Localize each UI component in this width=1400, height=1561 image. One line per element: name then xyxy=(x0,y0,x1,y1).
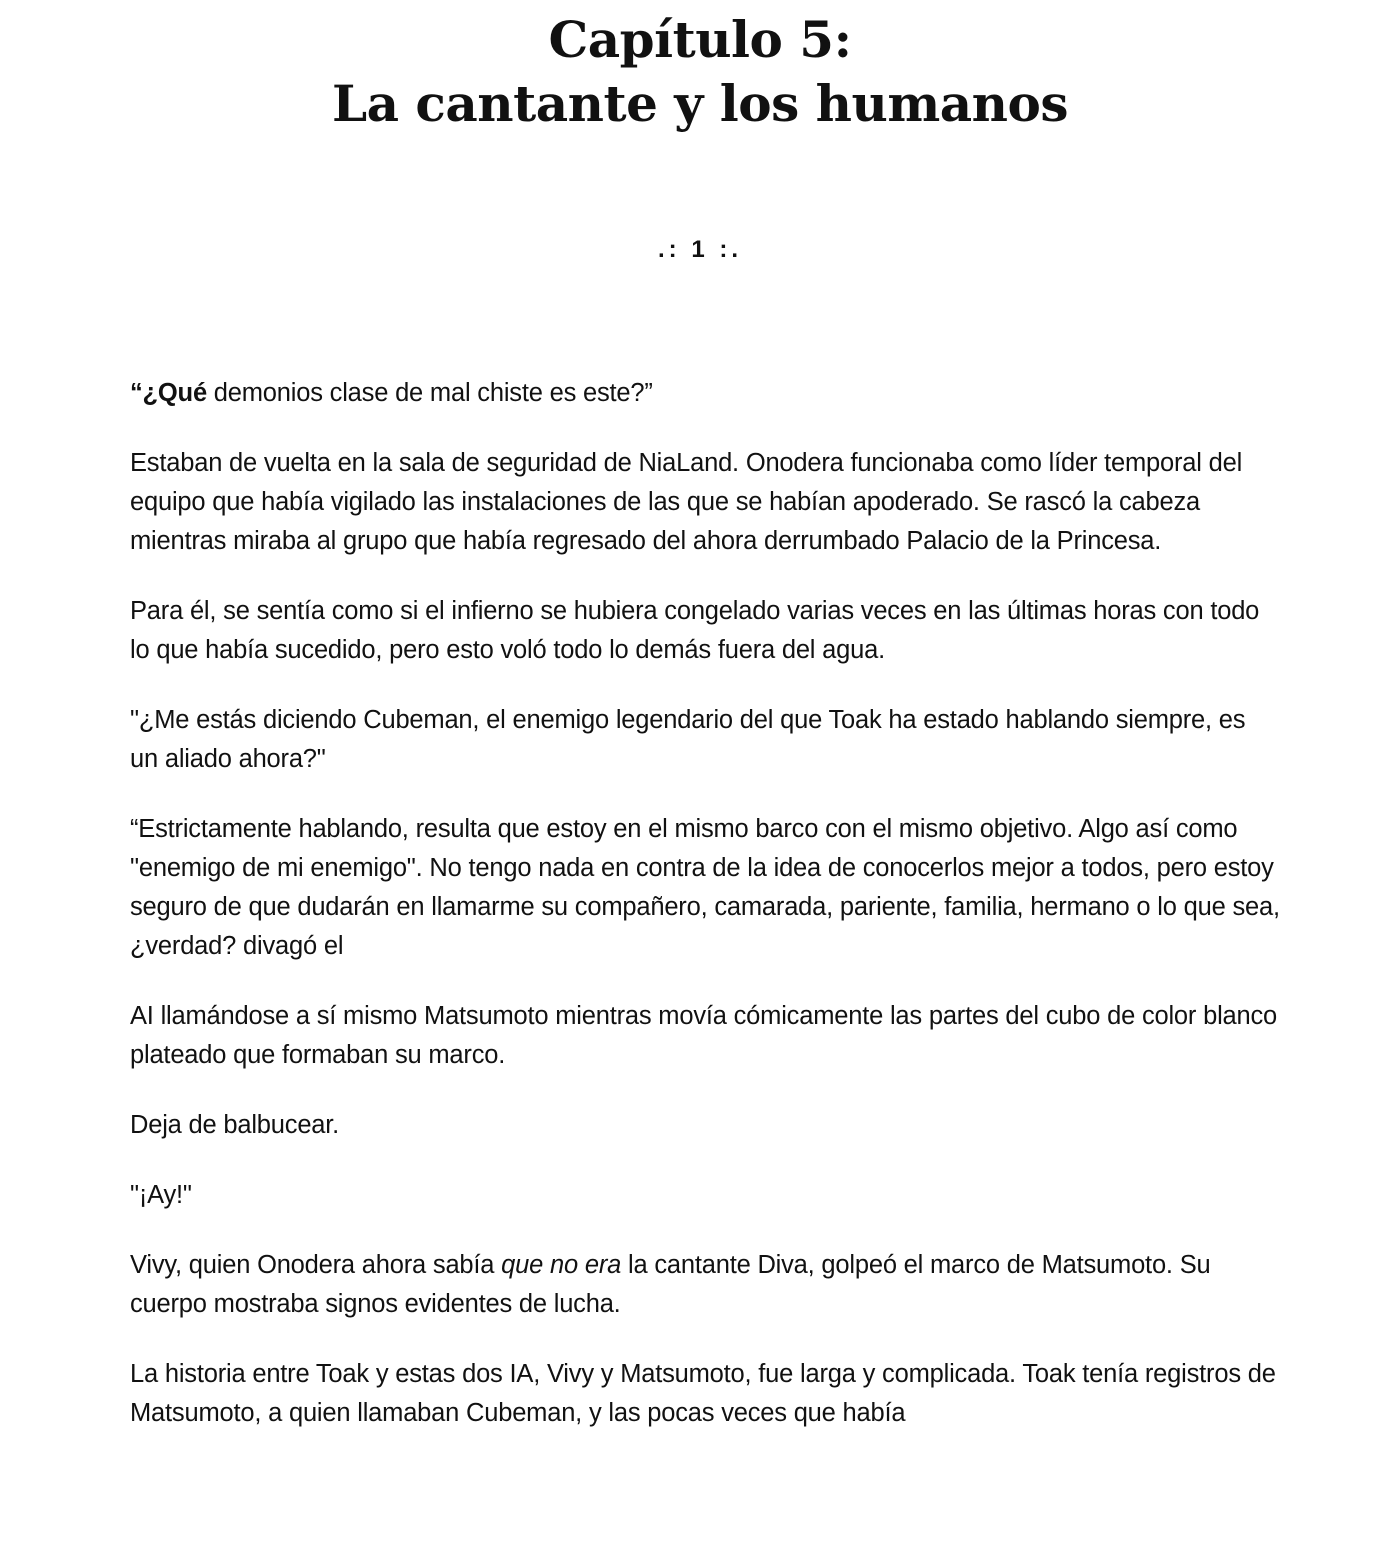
paragraph-9 xyxy=(130,1246,1280,1324)
chapter-name: La cantante y los humanos xyxy=(331,74,1069,133)
paragraph-5: “Estrictamente hablando, resulta que estoy en el mismo barco con el mismo objetivo. Algo así como "enemigo de mi enemigo". No tengo nada en contra de la idea de conocerlos mejor a todos, pero estoy seguro de que dudarán en llamarme su compañero, camarada, pariente, familia, hermano o lo que sea, ¿verdad? divagó el xyxy=(130,815,1280,960)
paragraph-9-italic: que no era xyxy=(501,1251,622,1279)
paragraph-10: La historia entre Toak y estas dos IA, Vivy y Matsumoto, fue larga y complicada. Toak tenía registros de Matsumoto, a quien llamaban Cubeman, y las pocas veces que había xyxy=(130,1360,1276,1427)
paragraph-2: Estaban de vuelta en la sala de seguridad de NiaLand. Onodera funcionaba como líder temporal del equipo que había vigilado las instalaciones de las que se habían apoderado. Se rascó la cabeza mientras miraba al grupo que había regresado del ahora derrumbado Palacio de la Princesa. xyxy=(130,449,1243,555)
paragraph-1-text: demonios clase de mal chiste es este?” xyxy=(206,379,653,407)
chapter-number: Capítulo 5: xyxy=(548,10,852,69)
paragraph-3: Para él, se sentía como si el infierno se hubiera congelado varias veces en las últimas horas con todo lo que había sucedido, pero esto voló todo lo demás fuera del agua. xyxy=(130,597,1260,664)
paragraph-4: "¿Me estás diciendo Cubeman, el enemigo legendario del que Toak ha estado hablando siempre, es un aliado ahora?" xyxy=(130,706,1246,773)
body-text xyxy=(130,374,1280,1464)
paragraph-8: "¡Ay!" xyxy=(130,1181,192,1209)
section-marker: .: 1 :. xyxy=(657,236,742,263)
paragraph-1 xyxy=(130,374,1280,413)
paragraph-9-end: la cantante Diva, golpeó el marco de Matsumoto. Su cuerpo mostraba signos evidentes de lucha. xyxy=(130,1251,1211,1318)
paragraph-9-start: Vivy, quien Onodera ahora sabía xyxy=(130,1251,502,1279)
chapter-title xyxy=(0,8,1400,136)
paragraph-6: AI llamándose a sí mismo Matsumoto mientras movía cómicamente las partes del cubo de color blanco plateado que formaban su marco. xyxy=(130,1002,1278,1069)
paragraph-7: Deja de balbucear. xyxy=(130,1111,340,1139)
paragraph-1-bold-word: “¿Qué xyxy=(130,379,207,407)
